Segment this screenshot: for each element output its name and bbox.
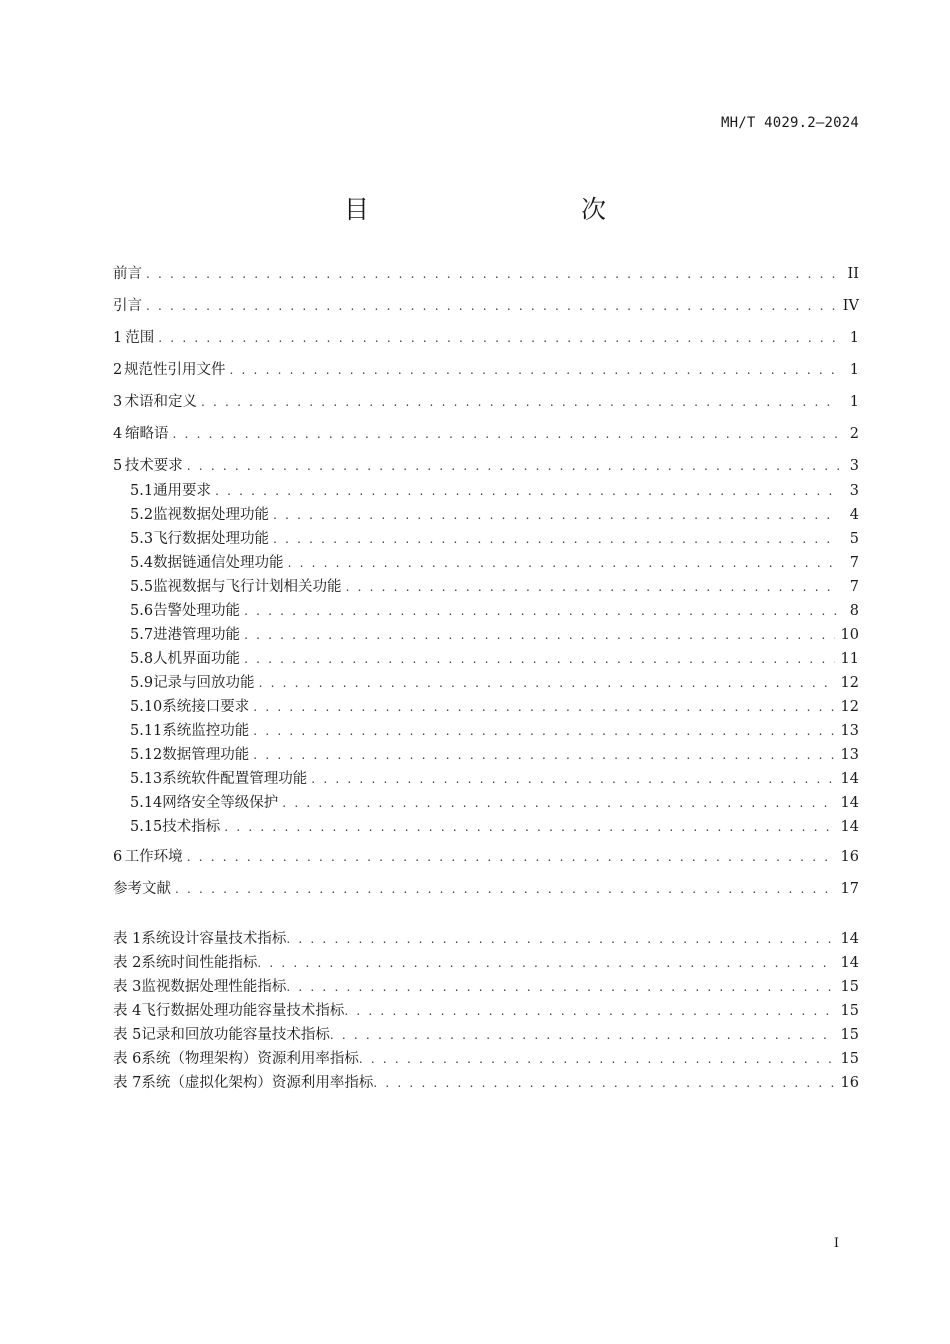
- table-entry-number: 表 6: [113, 1051, 142, 1067]
- table-entry-label: 记录和回放功能容量技术指标: [141, 1027, 330, 1043]
- toc-entry-number: 3: [113, 394, 123, 410]
- toc-entry-number: 5.1: [130, 483, 154, 499]
- toc-entry-label: 通用要求: [153, 483, 212, 499]
- toc-entry-label: 告警处理功能: [153, 603, 241, 619]
- dot-leader: [286, 976, 834, 998]
- dot-leader: [346, 576, 839, 598]
- toc-entry-label: 数据链通信处理功能: [153, 555, 284, 571]
- toc-entry-5-4[interactable]: [130, 552, 859, 574]
- toc-entry-label: 缩略语: [125, 426, 169, 442]
- toc-entry-number: 1: [113, 330, 123, 346]
- toc-entry-page: 7: [849, 555, 859, 571]
- toc-entry-page: 8: [849, 603, 859, 619]
- dot-leader: [259, 672, 835, 694]
- dot-leader: [201, 391, 839, 413]
- toc-entry-label: 数据管理功能: [162, 747, 250, 763]
- dot-leader: [187, 846, 835, 868]
- toc-entry-label: 参考文献: [113, 881, 171, 897]
- toc-entry-2[interactable]: [113, 359, 859, 381]
- table-entry-label: 系统（物理架构）资源利用率指标: [141, 1051, 359, 1067]
- toc-entry-label: 监视数据与飞行计划相关功能: [153, 579, 342, 595]
- dot-leader: [146, 295, 837, 317]
- toc-entry-number: 5.4: [130, 555, 154, 571]
- toc-entry-page: 1: [849, 394, 859, 410]
- table-entry-number: 表 4: [113, 1003, 142, 1019]
- toc-entry-number: 5.8: [130, 651, 154, 667]
- dot-leader: [257, 952, 834, 974]
- dot-leader: [173, 423, 839, 445]
- table-entry-4[interactable]: [113, 1000, 859, 1022]
- toc-entry-label: 系统软件配置管理功能: [162, 771, 308, 787]
- toc-entry-number: 5.10: [130, 699, 163, 715]
- table-entry-number: 表 7: [113, 1075, 142, 1091]
- toc-entry-5-9[interactable]: [130, 672, 859, 694]
- page-number: I: [833, 1236, 839, 1251]
- toc-entry-foreword[interactable]: [113, 263, 859, 285]
- dot-leader: [175, 878, 835, 900]
- toc-entry-5-15[interactable]: [130, 816, 859, 838]
- table-entry-number: 表 2: [113, 955, 142, 971]
- toc-entry-label: 规范性引用文件: [123, 362, 226, 378]
- toc-entry-number: 5.2: [130, 507, 154, 523]
- dot-leader: [253, 696, 834, 718]
- toc-entry-page: II: [847, 266, 859, 282]
- dot-leader: [344, 1000, 834, 1022]
- table-entry-label: 飞行数据处理功能容量技术指标: [141, 1003, 345, 1019]
- toc-entry-introduction[interactable]: [113, 295, 859, 317]
- toc-entry-number: 5.3: [130, 531, 154, 547]
- dot-leader: [286, 928, 834, 950]
- toc-entry-5-8[interactable]: [130, 648, 859, 670]
- table-entry-number: 表 1: [113, 931, 142, 947]
- toc-entry-5-11[interactable]: [130, 720, 859, 742]
- toc-entry-6[interactable]: [113, 846, 859, 868]
- dot-leader: [224, 816, 834, 838]
- toc-entry-label: 技术要求: [124, 458, 183, 474]
- toc-entry-label: 进港管理功能: [153, 627, 241, 643]
- toc-entry-number: 4: [113, 426, 123, 442]
- table-entry-label: 监视数据处理性能指标: [141, 979, 287, 995]
- toc-entry-page: 14: [840, 771, 859, 787]
- toc-entry-page: 13: [840, 723, 859, 739]
- dot-leader: [244, 648, 834, 670]
- dot-leader: [311, 768, 834, 790]
- toc-entry-5-5[interactable]: [130, 576, 859, 598]
- toc-entry-page: 3: [849, 458, 859, 474]
- dot-leader: [244, 600, 839, 622]
- table-entry-label: 系统时间性能指标: [141, 955, 258, 971]
- toc-entry-label: 记录与回放功能: [153, 675, 255, 691]
- toc-entry-page: 7: [849, 579, 859, 595]
- table-entry-number: 表 5: [113, 1027, 142, 1043]
- toc-entry-page: 17: [840, 881, 859, 897]
- table-entry-page: 14: [840, 955, 859, 971]
- toc-entry-5-3[interactable]: [130, 528, 859, 550]
- toc-entry-5-10[interactable]: [130, 696, 859, 718]
- toc-entry-number: 5.6: [130, 603, 154, 619]
- toc-entry-1[interactable]: [113, 327, 859, 349]
- dot-leader: [253, 720, 834, 742]
- toc-entry-label: 监视数据处理功能: [153, 507, 270, 523]
- toc-entry-page: 14: [840, 819, 859, 835]
- dot-leader: [215, 480, 839, 502]
- toc-entry-page: 1: [849, 362, 859, 378]
- toc-entry-3[interactable]: [113, 391, 859, 413]
- toc-entry-5-7[interactable]: [130, 624, 859, 646]
- dot-leader: [229, 359, 839, 381]
- toc-entry-number: 5.12: [130, 747, 163, 763]
- toc-entry-label: 前言: [113, 266, 142, 282]
- table-entry-page: 16: [840, 1075, 859, 1091]
- dot-leader: [330, 1024, 835, 1046]
- toc-entry-page: 2: [849, 426, 859, 442]
- toc-entry-label: 人机界面功能: [153, 651, 241, 667]
- toc-entry-number: 5.11: [130, 723, 163, 739]
- toc-entry-number: 5.9: [130, 675, 154, 691]
- dot-leader: [273, 528, 839, 550]
- toc-entry-number: 6: [113, 849, 123, 865]
- table-entry-1[interactable]: [113, 928, 859, 950]
- dot-leader: [273, 504, 839, 526]
- table-entry-page: 15: [840, 1051, 859, 1067]
- toc-entry-label: 技术指标: [162, 819, 221, 835]
- dot-leader: [146, 263, 839, 285]
- toc-entry-number: 5.7: [130, 627, 154, 643]
- dot-leader: [187, 455, 839, 477]
- toc-entry-page: 1: [849, 330, 859, 346]
- toc-entry-page: 3: [849, 483, 859, 499]
- toc-entry-5-13[interactable]: [130, 768, 859, 790]
- toc-entry-label: 网络安全等级保护: [162, 795, 279, 811]
- toc-entry-number: 5.15: [130, 819, 163, 835]
- table-entry-5[interactable]: [113, 1024, 859, 1046]
- table-entry-6[interactable]: [113, 1048, 859, 1070]
- toc-entry-page: 16: [840, 849, 859, 865]
- toc-entry-page: 14: [840, 795, 859, 811]
- dot-leader: [244, 624, 834, 646]
- toc-entry-number: 5.13: [130, 771, 163, 787]
- toc-entry-label: 系统监控功能: [162, 723, 250, 739]
- toc-entry-label: 飞行数据处理功能: [153, 531, 270, 547]
- toc-entry-page: 13: [840, 747, 859, 763]
- table-entry-label: 系统（虚拟化架构）资源利用率指标: [141, 1075, 374, 1091]
- toc-entry-number: 5.14: [130, 795, 163, 811]
- dot-leader: [282, 792, 834, 814]
- table-entry-page: 15: [840, 1027, 859, 1043]
- dot-leader: [373, 1072, 834, 1094]
- toc-entry-label: 范围: [125, 330, 155, 346]
- toc-entry-page: 10: [840, 627, 859, 643]
- table-entry-page: 15: [840, 979, 859, 995]
- toc-entry-label: 系统接口要求: [162, 699, 250, 715]
- toc-entry-label: 术语和定义: [124, 394, 197, 410]
- toc-entry-5-2[interactable]: [130, 504, 859, 526]
- toc-entry-label: 工作环境: [124, 849, 183, 865]
- toc-entry-5-6[interactable]: [130, 600, 859, 622]
- toc-entry-number: 2: [113, 362, 123, 378]
- dot-leader: [158, 327, 839, 349]
- toc-entry-page: 4: [849, 507, 859, 523]
- table-entry-3[interactable]: [113, 976, 859, 998]
- toc-entry-page: 11: [840, 651, 859, 667]
- toc-entry-page: 5: [849, 531, 859, 547]
- dot-leader: [253, 744, 834, 766]
- dot-leader: [288, 552, 839, 574]
- toc-entry-4[interactable]: [113, 423, 859, 445]
- toc-entry-label: 引言: [113, 298, 142, 314]
- table-entry-page: 15: [840, 1003, 859, 1019]
- toc-entry-number: 5.5: [130, 579, 154, 595]
- toc-entry-number: 5: [113, 458, 123, 474]
- table-entry-7[interactable]: [113, 1072, 859, 1094]
- toc-entry-page: 12: [840, 675, 859, 691]
- toc-entry-bibliography[interactable]: [113, 878, 859, 900]
- toc-entry-5-12[interactable]: [130, 744, 859, 766]
- toc-entry-5-1[interactable]: [130, 480, 859, 502]
- table-entry-page: 14: [840, 931, 859, 947]
- toc-entry-page: 12: [840, 699, 859, 715]
- document-code: MH/T 4029.2—2024: [720, 115, 859, 131]
- dot-leader: [359, 1048, 835, 1070]
- toc-entry-5-14[interactable]: [130, 792, 859, 814]
- page-title: 目 次: [343, 195, 660, 224]
- table-entry-number: 表 3: [113, 979, 142, 995]
- table-entry-2[interactable]: [113, 952, 859, 974]
- toc-entry-5[interactable]: [113, 455, 859, 477]
- toc-entry-page: IV: [842, 298, 859, 314]
- table-entry-label: 系统设计容量技术指标: [141, 931, 287, 947]
